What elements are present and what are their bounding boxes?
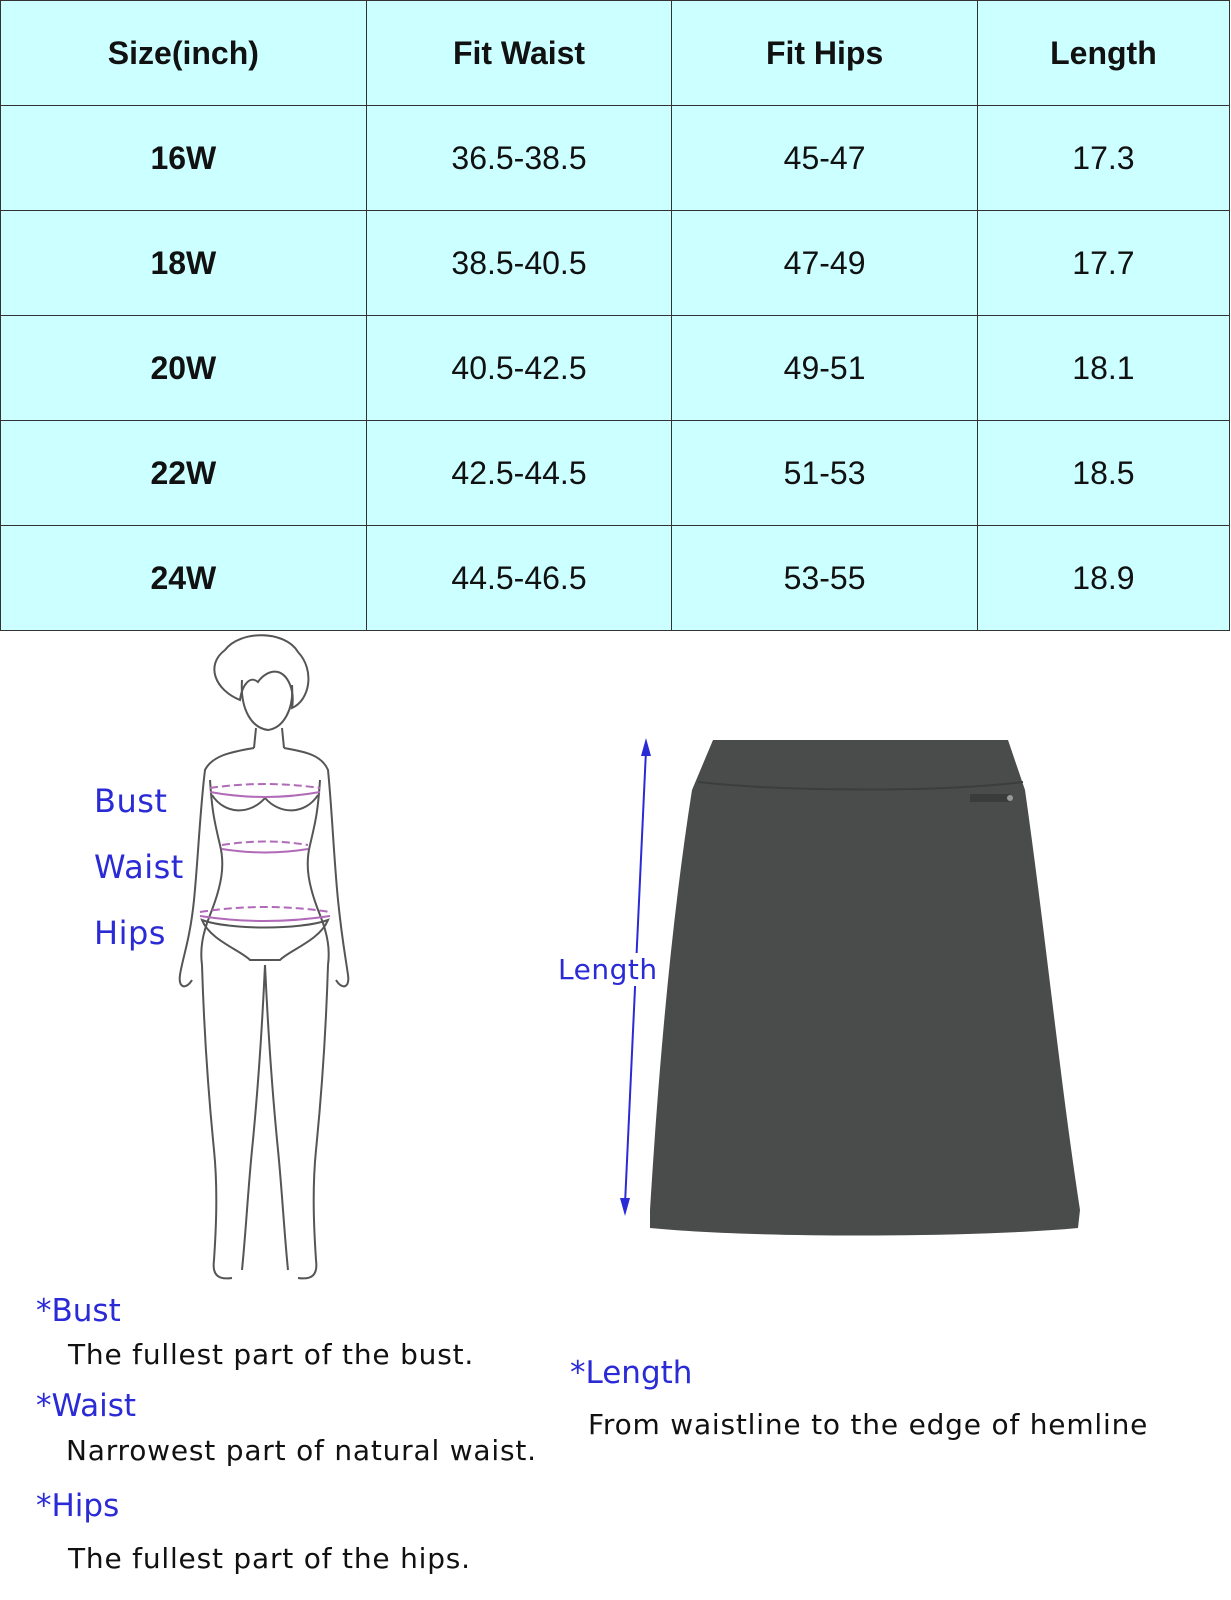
length-definition-title: *Length [570,1355,693,1391]
waist-cell: 44.5-46.5 [366,526,672,631]
waist-cell: 36.5-38.5 [366,106,672,211]
size-cell: 18W [1,211,367,316]
table-row [1,316,1230,421]
hips-cell: 49-51 [672,316,978,421]
bust-definition-text: The fullest part of the bust. [68,1338,475,1371]
waist-definition-title: *Waist [36,1388,137,1424]
bust-label: Bust [94,782,168,820]
length-label: Length [558,953,658,986]
header-length: Length [977,1,1229,106]
table-row [1,526,1230,631]
size-chart-table [0,0,1230,631]
size-cell: 22W [1,421,367,526]
size-cell: 24W [1,526,367,631]
length-cell: 17.7 [977,211,1229,316]
length-definition-text: From waistline to the edge of hemline [588,1408,1149,1441]
hips-cell: 51-53 [672,421,978,526]
waist-definition-text: Narrowest part of natural waist. [66,1434,537,1467]
waist-cell: 42.5-44.5 [366,421,672,526]
waist-label: Waist [94,848,184,886]
table-header-row [1,1,1230,106]
header-size: Size(inch) [1,1,367,106]
length-cell: 17.3 [977,106,1229,211]
length-cell: 18.1 [977,316,1229,421]
hips-cell: 53-55 [672,526,978,631]
hips-definition-text: The fullest part of the hips. [68,1542,471,1575]
table-row [1,106,1230,211]
waist-cell: 40.5-42.5 [366,316,672,421]
size-cell: 16W [1,106,367,211]
hips-definition-title: *Hips [36,1488,120,1524]
skirt-illustration [640,730,1085,1245]
header-fit-waist: Fit Waist [366,1,672,106]
hips-label: Hips [94,914,166,952]
length-cell: 18.5 [977,421,1229,526]
bust-definition-title: *Bust [36,1293,121,1329]
hips-cell: 45-47 [672,106,978,211]
table-row [1,211,1230,316]
hips-cell: 47-49 [672,211,978,316]
waist-cell: 38.5-40.5 [366,211,672,316]
size-cell: 20W [1,316,367,421]
table-row [1,421,1230,526]
length-cell: 18.9 [977,526,1229,631]
header-fit-hips: Fit Hips [672,1,978,106]
body-figure-illustration [170,630,360,1290]
